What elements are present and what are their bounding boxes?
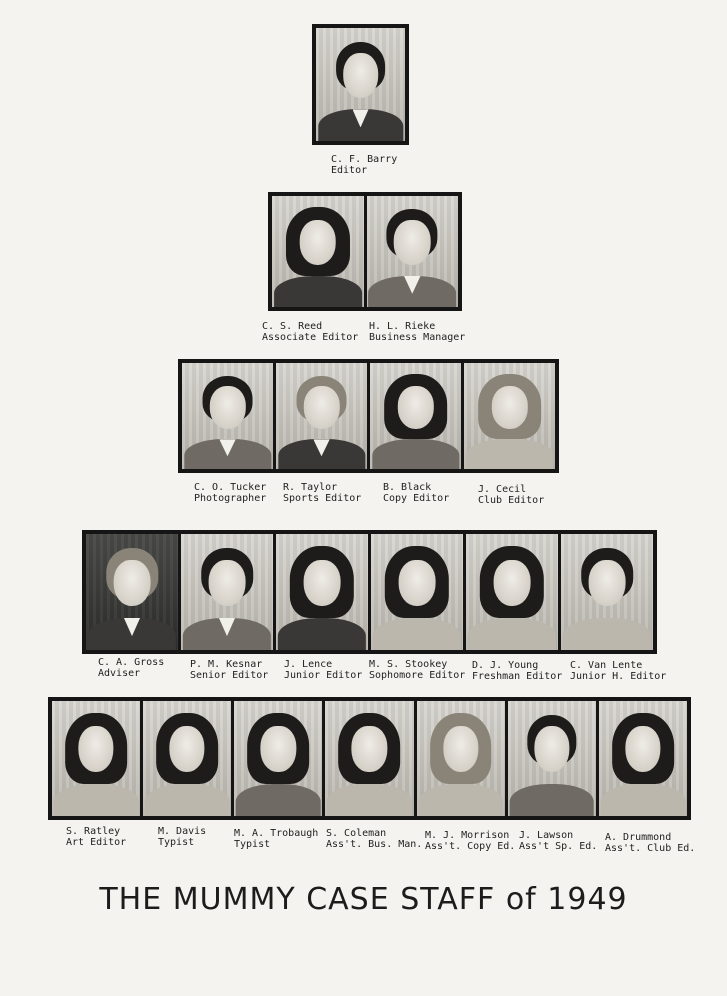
staff-name: A. Drummond [605,832,672,843]
caption [158,826,206,848]
staff-name: C. F. Barry [331,154,398,165]
portrait-photo [466,534,558,650]
staff-name: H. L. Rieke [369,321,436,332]
staff-role: Editor [331,165,368,176]
staff-name: C. Van Lente [570,660,643,671]
caption [369,659,465,681]
staff-role: Adviser [98,668,141,679]
caption [425,830,515,852]
photo-row-5 [48,697,691,820]
staff-name: M. A. Trobaugh [234,828,319,839]
staff-role: Art Editor [66,837,127,848]
staff-role: Sports Editor [283,493,362,504]
staff-name: D. J. Young [472,660,539,671]
portrait-photo [276,363,367,469]
caption [383,482,449,504]
staff-role: Copy Editor [383,493,450,504]
staff-name: B. Black [383,482,432,493]
page-title: THE MUMMY CASE STAFF of 1949 [99,882,628,917]
caption [605,832,695,854]
photo-row-1 [312,24,409,145]
portrait-photo [367,196,459,307]
photo-row-4 [82,530,657,654]
caption [326,828,422,850]
staff-role: Sophomore Editor [369,670,466,681]
staff-name: C. A. Gross [98,657,165,668]
caption [472,660,562,682]
caption [66,826,126,848]
photo-row-3 [178,359,559,473]
portrait-photo [370,363,461,469]
portrait-photo [272,196,364,307]
staff-name: S. Coleman [326,828,387,839]
caption [570,660,666,682]
staff-role: Typist [158,837,195,848]
staff-role: Ass't. Copy Ed. [425,841,516,852]
portrait-photo [52,701,140,816]
portrait-photo [371,534,463,650]
portrait-photo [143,701,231,816]
staff-role: Ass't Sp. Ed. [519,841,598,852]
staff-role: Club Editor [478,495,545,506]
caption [262,321,358,343]
caption [478,484,544,506]
staff-name: C. O. Tucker [194,482,267,493]
staff-name: M. S. Stookey [369,659,448,670]
staff-role: Photographer [194,493,267,504]
caption [194,482,266,504]
staff-role: Associate Editor [262,332,359,343]
caption [284,659,362,681]
portrait-photo [276,534,368,650]
portrait-photo [417,701,505,816]
staff-role: Junior Editor [284,670,363,681]
portrait-photo [316,28,405,141]
portrait-photo [599,701,687,816]
staff-role: Senior Editor [190,670,269,681]
staff-name: R. Taylor [283,482,338,493]
portrait-photo [86,534,178,650]
portrait-photo [561,534,653,650]
staff-name: M. J. Morrison [425,830,510,841]
portrait-photo [182,363,273,469]
staff-name: C. S. Reed [262,321,323,332]
caption [331,154,397,176]
caption [519,830,597,852]
staff-name: J. Cecil [478,484,527,495]
portrait-photo [181,534,273,650]
caption [234,828,318,850]
staff-role: Typist [234,839,271,850]
staff-name: J. Lence [284,659,333,670]
caption [369,321,465,343]
caption [98,657,164,679]
caption [190,659,268,681]
staff-name: P. M. Kesnar [190,659,263,670]
staff-name: M. Davis [158,826,207,837]
staff-name: J. Lawson [519,830,574,841]
portrait-photo [464,363,555,469]
photo-row-2 [268,192,462,311]
staff-role: Junior H. Editor [570,671,667,682]
staff-role: Freshman Editor [472,671,563,682]
staff-role: Ass't. Bus. Man. [326,839,423,850]
portrait-photo [325,701,413,816]
portrait-photo [508,701,596,816]
staff-role: Business Manager [369,332,466,343]
staff-name: S. Ratley [66,826,121,837]
portrait-photo [234,701,322,816]
caption [283,482,361,504]
staff-role: Ass't. Club Ed. [605,843,696,854]
